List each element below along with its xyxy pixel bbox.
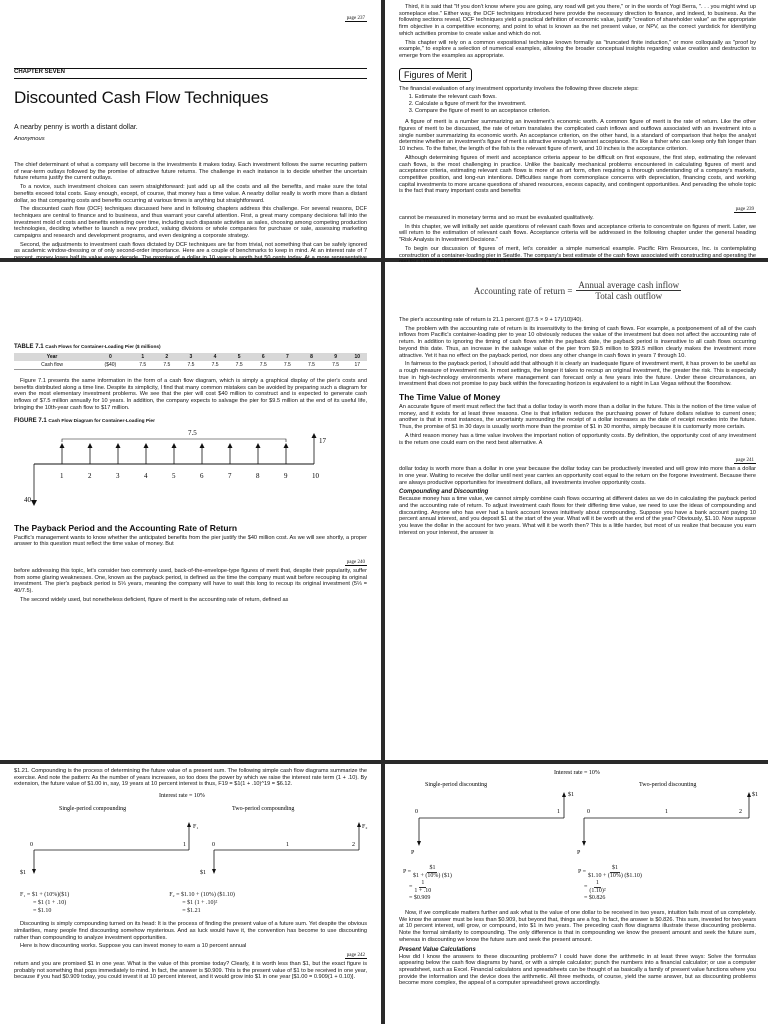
chapter-title: Discounted Cash Flow Techniques <box>14 88 269 107</box>
compounding-equations: F₁ = $1 + (10%)($1) = $1 (1 + .10) = $1.10 F₂ = $1.10 + (10%) ($1.10) = $1 (1 + .10)² = $1.21 <box>20 892 235 915</box>
paragraph: Discounting is simply compounding turned on its head: It is the process of finding the present value of a future sum. Yet despite the obvious similarities, many people find discounting somehow mysterious. And as luck would have it, the convention has become to use discounting rather than compounding to analyze investment opportunities. <box>14 921 367 941</box>
page-marker: page 241 <box>735 458 754 464</box>
figure-caption: FIGURE 7.1 Cash Flow Diagram for Container-Loading Pier <box>14 417 155 424</box>
paragraph: The pier's accounting rate of return is 21.1 percent ([(7.5 × 9 + 17)/10]/40). <box>399 317 583 323</box>
svg-text:$1: $1 <box>20 870 26 877</box>
paragraph: To a novice, such investment choices can seem straightforward: just add up all the costs and all the benefits, and make sure the total benefits exceed total costs. Easy enough, except, of course, that money has a time value. A nearby dollar really is worth more than a distant dollar, so that comparing costs and benefits occurring at various times is anything but straightforward. <box>14 184 367 204</box>
paragraph: return and you are promised $1 in one year. What is the value of this promise today? Clearly, it is worth less than $1, but the exact figure is probably not something that pops immediately to mind. In fact, the answer is $0.909. This is the present value of $1 to be received in one year, because if you had $0.909 today, you could invest it at 10 percent interest, and it would grow into $1 in one year [$1.00 = 0.909(1 + 0.10)]. <box>14 960 367 981</box>
inflow-bracket <box>62 439 286 442</box>
svg-text:P: P <box>577 850 581 856</box>
paragraph: The financial evaluation of any investment opportunity involves the following three discrete steps: <box>399 85 639 92</box>
svg-text:P: P <box>411 850 415 856</box>
year-tick-label: 1 <box>60 471 64 480</box>
paragraph: This chapter will rely on a common expositional technique known formally as "truncated finite induction," or more colloquially as "proof by example," to explore a selection of numerical examples, allowing the broader conceptual insights regarding value creation and destruction to emerge from the examples as appropriate. <box>399 39 756 59</box>
svg-text:0: 0 <box>30 842 33 849</box>
outflow-label: 40 <box>24 495 31 504</box>
paragraph: To begin our discussion of figures of merit, let's consider a simple numerical example. Pacific Rim Resources, Inc. is contemplating construction of a container-loading pier in Seattle. The company's best estimate of the cash flows associated with constructing and operating the <box>399 245 756 259</box>
subsection-heading: Compounding and Discounting <box>399 489 489 496</box>
year-tick-label: 2 <box>88 471 92 480</box>
inflow-arrowhead <box>172 443 177 448</box>
epigraph-author: Anonymous <box>14 136 45 142</box>
paragraph: The discounted cash flow (DCF) techniques discussed here and in following chapters address this challenge. For several reasons, DCF techniques are central to finance and to business, and thus warrant your careful attention. First, a great many company decisions fall into the investment mold of costs and benefits extending over time, including such disparate activities as sales, choosing among competing production technologies, deciding whether to launch a new product, valuing divisions or whole companies for purchase or sale, assessing marketing campaigns and research and development programs, and even designing a corporate strategy. <box>14 206 367 240</box>
compounding-diagrams <box>14 790 367 890</box>
paragraph: Now, if we complicate matters further and ask what is the value of one dollar to be received in two years, intuition fails most of us completely. We know the answer must be less than $0.909, but beyond that, things are a fog. In fact, the answer is $0.826. This sum, invested for two years at 10 percent interest, will grow, or compound, into $1 in two years. The preceding cash flow diagrams illustrate these discounting problems. Note the formal similarity to compounding. The only difference is that in compounding we know the present amount and seek the future sum, whereas in discounting we know the future sum and seek the present amount. <box>399 910 756 943</box>
paragraph: The chief determinant of what a company will become is the investments it makes today. Each investment follows the same recurring pattern of near-term outlays followed by the promise of attractive future returns. The challenge in each instance is to decide whether the uncertain future returns justify the current outlays. <box>14 162 367 182</box>
inflow-arrowhead <box>200 443 205 448</box>
inflow-arrowhead <box>312 433 317 438</box>
page-238 <box>385 0 768 258</box>
list-item: 2. Calculate a figure of merit for the investment. <box>415 101 756 108</box>
paragraph: A third reason money has a time value involves the important notion of opportunity costs. By definition, the opportunity cost of any investment is the return one could earn on the next best alternative. A <box>399 432 756 446</box>
svg-text:$1: $1 <box>200 870 206 877</box>
two-period-label: Two-period discounting <box>639 782 697 788</box>
year-tick-label: 8 <box>256 471 260 480</box>
inflow-arrowhead <box>256 443 261 448</box>
year-tick-label: 5 <box>172 471 176 480</box>
page-240 <box>385 262 768 760</box>
svg-text:1: 1 <box>183 842 186 849</box>
inflow-arrowhead <box>144 443 149 448</box>
single-period-label: Single-period discounting <box>425 782 488 788</box>
epigraph: A nearby penny is worth a distant dollar. <box>14 124 138 131</box>
paragraph: In this chapter, we will initially set aside questions of relevant cash flows and acceptance criteria to concentrate on figures of merit. Later, we will return to the estimation of relevant cash flows. Acceptance criteria will be addressed in the following chapter under the general heading "Risk Analysis in Investment Decisions." <box>399 223 756 244</box>
accounting-rate-formula: Accounting rate of return = $\frac{\text{Annual average cash inflow}}{\text{Total cash outflow}}$ <box>473 280 680 301</box>
paragraph: Third, it is said that "If you don't know where you are going, any road will get you there," or in the words of Yogi Berra, ". . . you might wind up someplace else." Either way, the DCF techniques introduced here provide the necessary direction to finance, and indeed, to business. As the following sections reveal, DCF techniques yield a practical definition of economic value, justify "creation of shareholder value" as the appropriate firm objective in a competitive economy, and point to what is known as the net present value, or NPV, as the correct yardstick for identifying which activities promise to create value and which do not. <box>399 4 756 37</box>
chapter-rule <box>14 78 367 79</box>
year-tick-label: 9 <box>284 471 288 480</box>
discounting-diagrams <box>399 766 756 866</box>
year-tick-label: 6 <box>200 471 204 480</box>
year-tick-label: 7 <box>228 471 232 480</box>
single-period-label: Single-period compounding <box>59 806 127 813</box>
two-period-label: Two-period compounding <box>232 806 295 813</box>
paragraph: Pacific's management wants to know whether the anticipated benefits from the pier justify the $40 million cost. As we will see shortly, a proper answer to this question must reflect the time value of money. But <box>14 534 367 548</box>
paragraph: An accurate figure of merit must reflect the fact that a dollar today is worth more than a dollar in the future. This is the notion of the time value of money, and it exists for at least three reasons. One is that inflation reduces the purchasing power of future dollars relative to current ones; another is that in most instances, the uncertainty surrounding the receipt of a dollar increases as the date of receipt recedes into the future. Thus, the promise of $1 in 30 days is usually worth more than the promise of $1 in 30 months, simply because it is customarily more certain. <box>399 404 756 431</box>
list-item: 1. Estimate the relevant cash flows. <box>415 94 756 101</box>
inflow-arrowhead <box>60 443 65 448</box>
page-242 <box>385 764 768 1024</box>
inflow-arrowhead <box>228 443 233 448</box>
svg-text:F₂: F₂ <box>362 824 368 831</box>
paragraph: Because money has a time value, we cannot simply combine cash flows occurring at different dates as we do in calculating the payback period and the accounting rate of return. To adjust investment cash flows for their differing time value, we need to use the ideas of compounding and discounting. Anyone who has ever had a bank account knows intuitively about compounding. Suppose you have a bank account paying 10 percent annual interest, and you deposit $1 at the start of the year. What will it be worth at the end of the year? Obviously, $1.10. Now suppose you leave the dollar in the account for two years. What will it be worth then? This is a little harder, but most of us realize that because you earn interest on your interest, the answer is <box>399 496 756 536</box>
page-239 <box>0 262 381 760</box>
page-marker: page 237 <box>346 16 365 21</box>
year-tick-label: 3 <box>116 471 120 480</box>
paragraph: before addressing this topic, let's consider two commonly used, back-of-the-envelope-type figures of merit that, despite their popularity, suffer from some glaring weaknesses. One, known as the payback period, is defined as the time the company must wait before recouping its original investment. The pier's payback period is 5⅓ years, meaning the company will have to wait this long to recoup its original investment (5⅓ = 40/7.5). <box>14 567 367 595</box>
paragraph: Second, the adjustments to investment cash flows dictated by DCF techniques are far from trivial, not something that can be safely ignored as academic window-dressing or of only second-order importance. Here are a couple of benchmarks to keep in mind. At an interest rate of 7 percent, money loses half its value every decade. The promise of a dollar in 10 years is worth but 50 cents today. At a more representative <box>14 241 367 262</box>
list-item: 3. Compare the figure of merit to an acceptance criterion. <box>415 108 756 115</box>
paragraph: $1.21. Compounding is the process of determining the future value of a present sum. The following simple cash flow diagrams summarize the exercise. And note the pattern: As the number of years increases, so too does the power by which we raise the interest rate term (1 + .10). By extension, the future value of $1.00 in, say, 19 years at 10 percent interest is thus, F19 = $1(1 + .10)^19 = $6.12. <box>14 768 367 788</box>
paragraph: The second widely used, but nonetheless deficient, figure of merit is the accounting rate of return, defined as <box>20 596 289 603</box>
table-row: Cash flow ($40) 7.5 7.5 7.5 7.5 7.5 7.5 7.5 7.5 7.5 17 <box>14 361 367 370</box>
svg-text:2: 2 <box>739 809 742 815</box>
svg-text:0: 0 <box>212 842 215 849</box>
interest-rate-label: Interest rate = 10% <box>554 770 600 776</box>
discounting-equations: P = $\frac{\$1}{\$1 + (10\%) (\$1)}$ = $\frac{1}{1 + .10}$ = $0.909 P = $\frac{\$1}{\$1.10 + (10\%) (\$1.10)}$ = $\frac{1}{\text{(1.10)²}}$ = $0.826 <box>403 865 642 901</box>
inflow-arrowhead <box>88 443 93 448</box>
page-241 <box>0 764 381 1024</box>
svg-text:$1: $1 <box>568 792 574 798</box>
diagram-ticks <box>60 433 320 480</box>
svg-text:1: 1 <box>665 809 668 815</box>
page-marker: page 239 <box>735 207 754 213</box>
page-marker: page 240 <box>346 559 365 565</box>
section-heading: The Time Value of Money <box>399 392 501 403</box>
cash-flow-diagram <box>14 426 367 514</box>
section-heading: The Payback Period and the Accounting Rate of Return <box>14 522 238 533</box>
paragraph: Although determining figures of merit and acceptance criteria appear to be difficult on first exposure, the first step, estimating the relevant cash flows, is the most challenging in practice. Unlike the basically mechanical problems encountered in calculating figures of merit and acceptance criteria, estimating relevant cash flows is more of an art form, often requiring a thorough understanding of a company's markets, competitive position, and long-run intentions. Difficulties range from commonplace concerns with depreciation, financing costs, and working capital investments to more arcane questions of shared resources, excess capacity, and contingent opportunities. And pervading the whole topic is the fact that many important costs and benefits <box>399 154 756 195</box>
paragraph: Here is how discounting works. Suppose you can invest money to earn a 10 percent annual <box>20 943 247 950</box>
year-tick-label: 10 <box>312 471 319 480</box>
page-marker: page 242 <box>346 952 365 958</box>
svg-text:0: 0 <box>587 809 590 815</box>
paragraph: A figure of merit is a number summarizing an investment's economic worth. A common figure of merit is the rate of return. Like the other figures of merit to be discussed, the rate of return translates the complicated cash inflows and outflows associated with an investment into a single number summarizing its economic worth. An acceptance criterion, on the other hand, is a standard of comparison that helps the analyst determine whether an investment's figure of merit is attractive enough to warrant acceptance. It's like a fisher who can keep only fish longer than 10 inches. To the fisher, the length of the fish is the relevant figure of merit, and 10 inches is the acceptance criterion. <box>399 119 756 153</box>
table-header-row: Year 0 1 2 3 4 5 6 7 8 9 10 <box>14 353 367 361</box>
steps-list <box>399 94 756 115</box>
interest-rate-label: Interest rate = 10% <box>159 793 205 800</box>
section-heading-box: Figures of Merit <box>399 68 472 82</box>
paragraph: Figure 7.1 presents the same information in the form of a cash flow diagram, which is simply a graphical display of the pier's costs and benefits distributed along a time line. Despite its simplicity, I find that many common mistakes can be avoided by preparing such a diagram for even the most elementary investment problems. We see that the pier will cost $40 million to construct and is expected to generate cash inflows of $7.5 million annually for 10 years. In addition, the company expects to salvage the pier for $9.5 million at the end of its useful life, bringing the 10th-year cash flow to $17 million. <box>14 378 367 411</box>
svg-text:0: 0 <box>415 809 418 815</box>
svg-text:1: 1 <box>557 809 560 815</box>
page-237 <box>0 0 381 262</box>
inflow-arrowhead <box>116 443 121 448</box>
svg-text:1: 1 <box>286 842 289 849</box>
inflow-label: 7.5 <box>188 428 197 437</box>
table-caption: TABLE 7.1 Cash Flows for Container-Loading Pier ($ millions) <box>14 344 161 350</box>
paragraph: In fairness to the payback period, I should add that although it is clearly an inadequate figure of investment merit, it has proven to be useful as a rough measure of investment risk. In most settings, the longer it takes to recoup an original investment, the greater the risk. This is especially true in high-technology environments where management can forecast only a few years into the future. Under these circumstances, an investment that does not promise to pay back within the forecasting horizon is equivalent to a night in Las Vegas without the floorshow. <box>399 361 756 388</box>
svg-text:F₁: F₁ <box>193 824 199 831</box>
paragraph: dollar today is worth more than a dollar in one year because the dollar today can be productively invested and will grow into more than a dollar in one year. Waiting to receive the dollar until next year carries an opportunity cost equal to the return on the forgone investment. Because there are always productive opportunities for investment dollars, all investments involve opportunity costs. <box>399 466 756 486</box>
subsection-heading: Present Value Calculations <box>399 946 476 953</box>
paragraph: cannot be measured in monetary terms and so must be evaluated qualitatively. <box>399 215 594 222</box>
year-tick-label: 4 <box>144 471 148 480</box>
outflow-arrowhead <box>31 500 37 506</box>
svg-text:2: 2 <box>352 842 355 849</box>
paragraph: The problem with the accounting rate of return is its insensitivity to the timing of cash flows. For example, a postponement of all of the cash inflows from Pacific's container-loading pier to year 10 obviously reduces the value of the investment but does not affect the accounting rate of return. In addition to ignoring the timing of cash flows within the payback date, the payback period is insensitive to all cash flows occurring beyond this date. Thus, an increase in the salvage value of the pier from $9.5 million to $99.5 million clearly makes the investment more attractive. Yet it has no effect on the payback period, nor does any other change in cash flows in years 7 through 10. <box>399 325 756 359</box>
paragraph: How did I know the answers to these discounting problems? I could have done the arithmetic in at least three ways: Solve the formulas appearing below the cash flow diagrams by hand, or with a simple calculator; punch the numbers into a financial calculator; or use a computer spreadsheet, such as Excel. Financial calculators and spreadsheets can be thought of as basically a family of present value functions where you provide the information and the device does the arithmetic. All three methods, of course, yield the same answer, but as discounting problems become more complex, the appeal of a computer spreadsheet grows accordingly. <box>399 953 756 987</box>
svg-text:$1: $1 <box>752 792 758 798</box>
final-inflow-label: 17 <box>319 436 326 445</box>
inflow-arrowhead <box>284 443 289 448</box>
cash-flow-table <box>14 353 367 370</box>
chapter-label: CHAPTER SEVEN <box>14 68 367 78</box>
